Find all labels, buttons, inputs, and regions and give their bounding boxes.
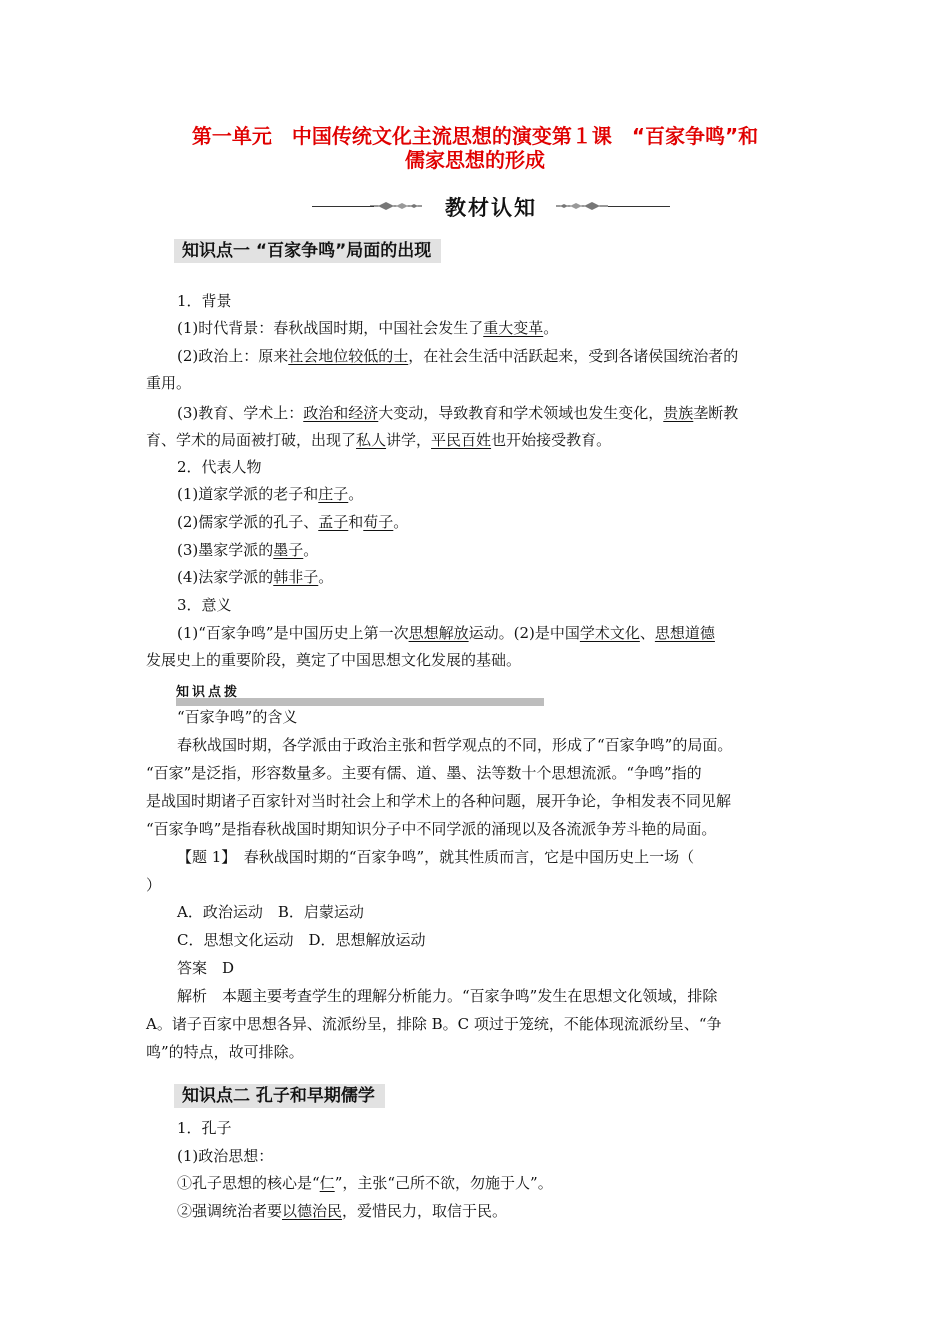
section2-heading: 知识点二 孔子和早期儒学 xyxy=(174,1084,385,1108)
confucius-title: 1．孔子 xyxy=(177,1119,232,1137)
right-ornament-icon xyxy=(556,199,608,213)
background-item-3-cont: 育、学术的局面被打破，出现了私人讲学，平民百姓也开始接受教育。 xyxy=(146,431,612,449)
representatives-title: 2．代表人物 xyxy=(177,458,262,476)
explanation-line-1: 解析 本题主要考查学生的理解分析能力。“百家争鸣”发生在思想文化领域，排除 xyxy=(177,987,718,1005)
tip-paragraph-line-1: 春秋战国时期，各学派由于政治主张和哲学观点的不同，形成了“百家争鸣”的局面。 xyxy=(177,736,733,754)
tip-paragraph-line-4: “百家争鸣”是指春秋战国时期知识分子中不同学派的涌现以及各流派争芳斗艳的局面。 xyxy=(146,820,717,838)
question-answer: 答案 D xyxy=(177,959,235,977)
question-stem-cont: ） xyxy=(146,876,162,894)
significance-title: 3．意义 xyxy=(177,596,232,614)
section-banner xyxy=(312,190,670,220)
representative-confucianism: (2)儒家学派的孔子、孟子和荀子。 xyxy=(177,513,409,531)
tip-paragraph-line-2: “百家”是泛指，形容数量多。主要有儒、道、墨、法等数十个思想流派。“争鸣”指的 xyxy=(146,764,702,782)
background-item-2: (2)政治上：原来社会地位较低的士，在社会生活中活跃起来，受到各诸侯国统治者的 xyxy=(177,347,739,365)
lesson-title-line1: 第一单元 中国传统文化主流思想的演变第１课 “百家争鸣”和 xyxy=(191,124,759,148)
question-options-ab: A．政治运动 B．启蒙运动 xyxy=(177,903,364,921)
lesson-title-line2: 儒家思想的形成 xyxy=(405,148,545,172)
thought-item-1: ①孔子思想的核心是“仁”，主张“己所不欲，勿施于人”。 xyxy=(177,1174,553,1192)
section1-heading: 知识点一 “百家争鸣”局面的出现 xyxy=(174,239,441,263)
significance-line-1: (1)“百家争鸣”是中国历史上第一次思想解放运动。(2)是中国学术文化、思想道德 xyxy=(177,624,715,642)
representative-legalism: (4)法家学派的韩非子。 xyxy=(177,568,334,586)
explanation-line-2: A。诸子百家中思想各异、流派纷呈，排除 B。C 项过于笼统，不能体现流派纷呈、“争 xyxy=(146,1015,722,1033)
representative-mohism: (3)墨家学派的墨子。 xyxy=(177,541,319,559)
tip-label: 知识点拨 xyxy=(176,685,241,700)
explanation-line-3: 鸣”的特点，故可排除。 xyxy=(146,1043,304,1061)
background-title: 1．背景 xyxy=(177,292,232,310)
background-item-1: (1)时代背景：春秋战国时期，中国社会发生了重大变革。 xyxy=(177,319,559,337)
banner-title: 教材认知 xyxy=(445,196,537,220)
background-item-2-cont: 重用。 xyxy=(146,374,192,392)
tip-paragraph-line-3: 是战国时期诸子百家针对当时社会上和学术上的各种问题，展开争论，争相发表不同见解 xyxy=(146,792,732,810)
significance-line-2: 发展史上的重要阶段，奠定了中国思想文化发展的基础。 xyxy=(146,651,522,669)
tip-subtitle: “百家争鸣”的含义 xyxy=(177,708,298,726)
background-item-3: (3)教育、学术上：政治和经济大变动，导致教育和学术领域也发生变化，贵族垄断教 xyxy=(177,404,739,422)
banner-right-rule xyxy=(608,206,670,207)
political-thought-title: (1)政治思想： xyxy=(177,1147,274,1165)
question-options-cd: C．思想文化运动 D．思想解放运动 xyxy=(177,931,426,949)
thought-item-2: ②强调统治者要以德治民，爱惜民力，取信于民。 xyxy=(177,1202,508,1220)
representative-daoism: (1)道家学派的老子和庄子。 xyxy=(177,485,364,503)
question-stem: 【题 1】 春秋战国时期的“百家争鸣”，就其性质而言，它是中国历史上一场（ xyxy=(177,848,695,866)
